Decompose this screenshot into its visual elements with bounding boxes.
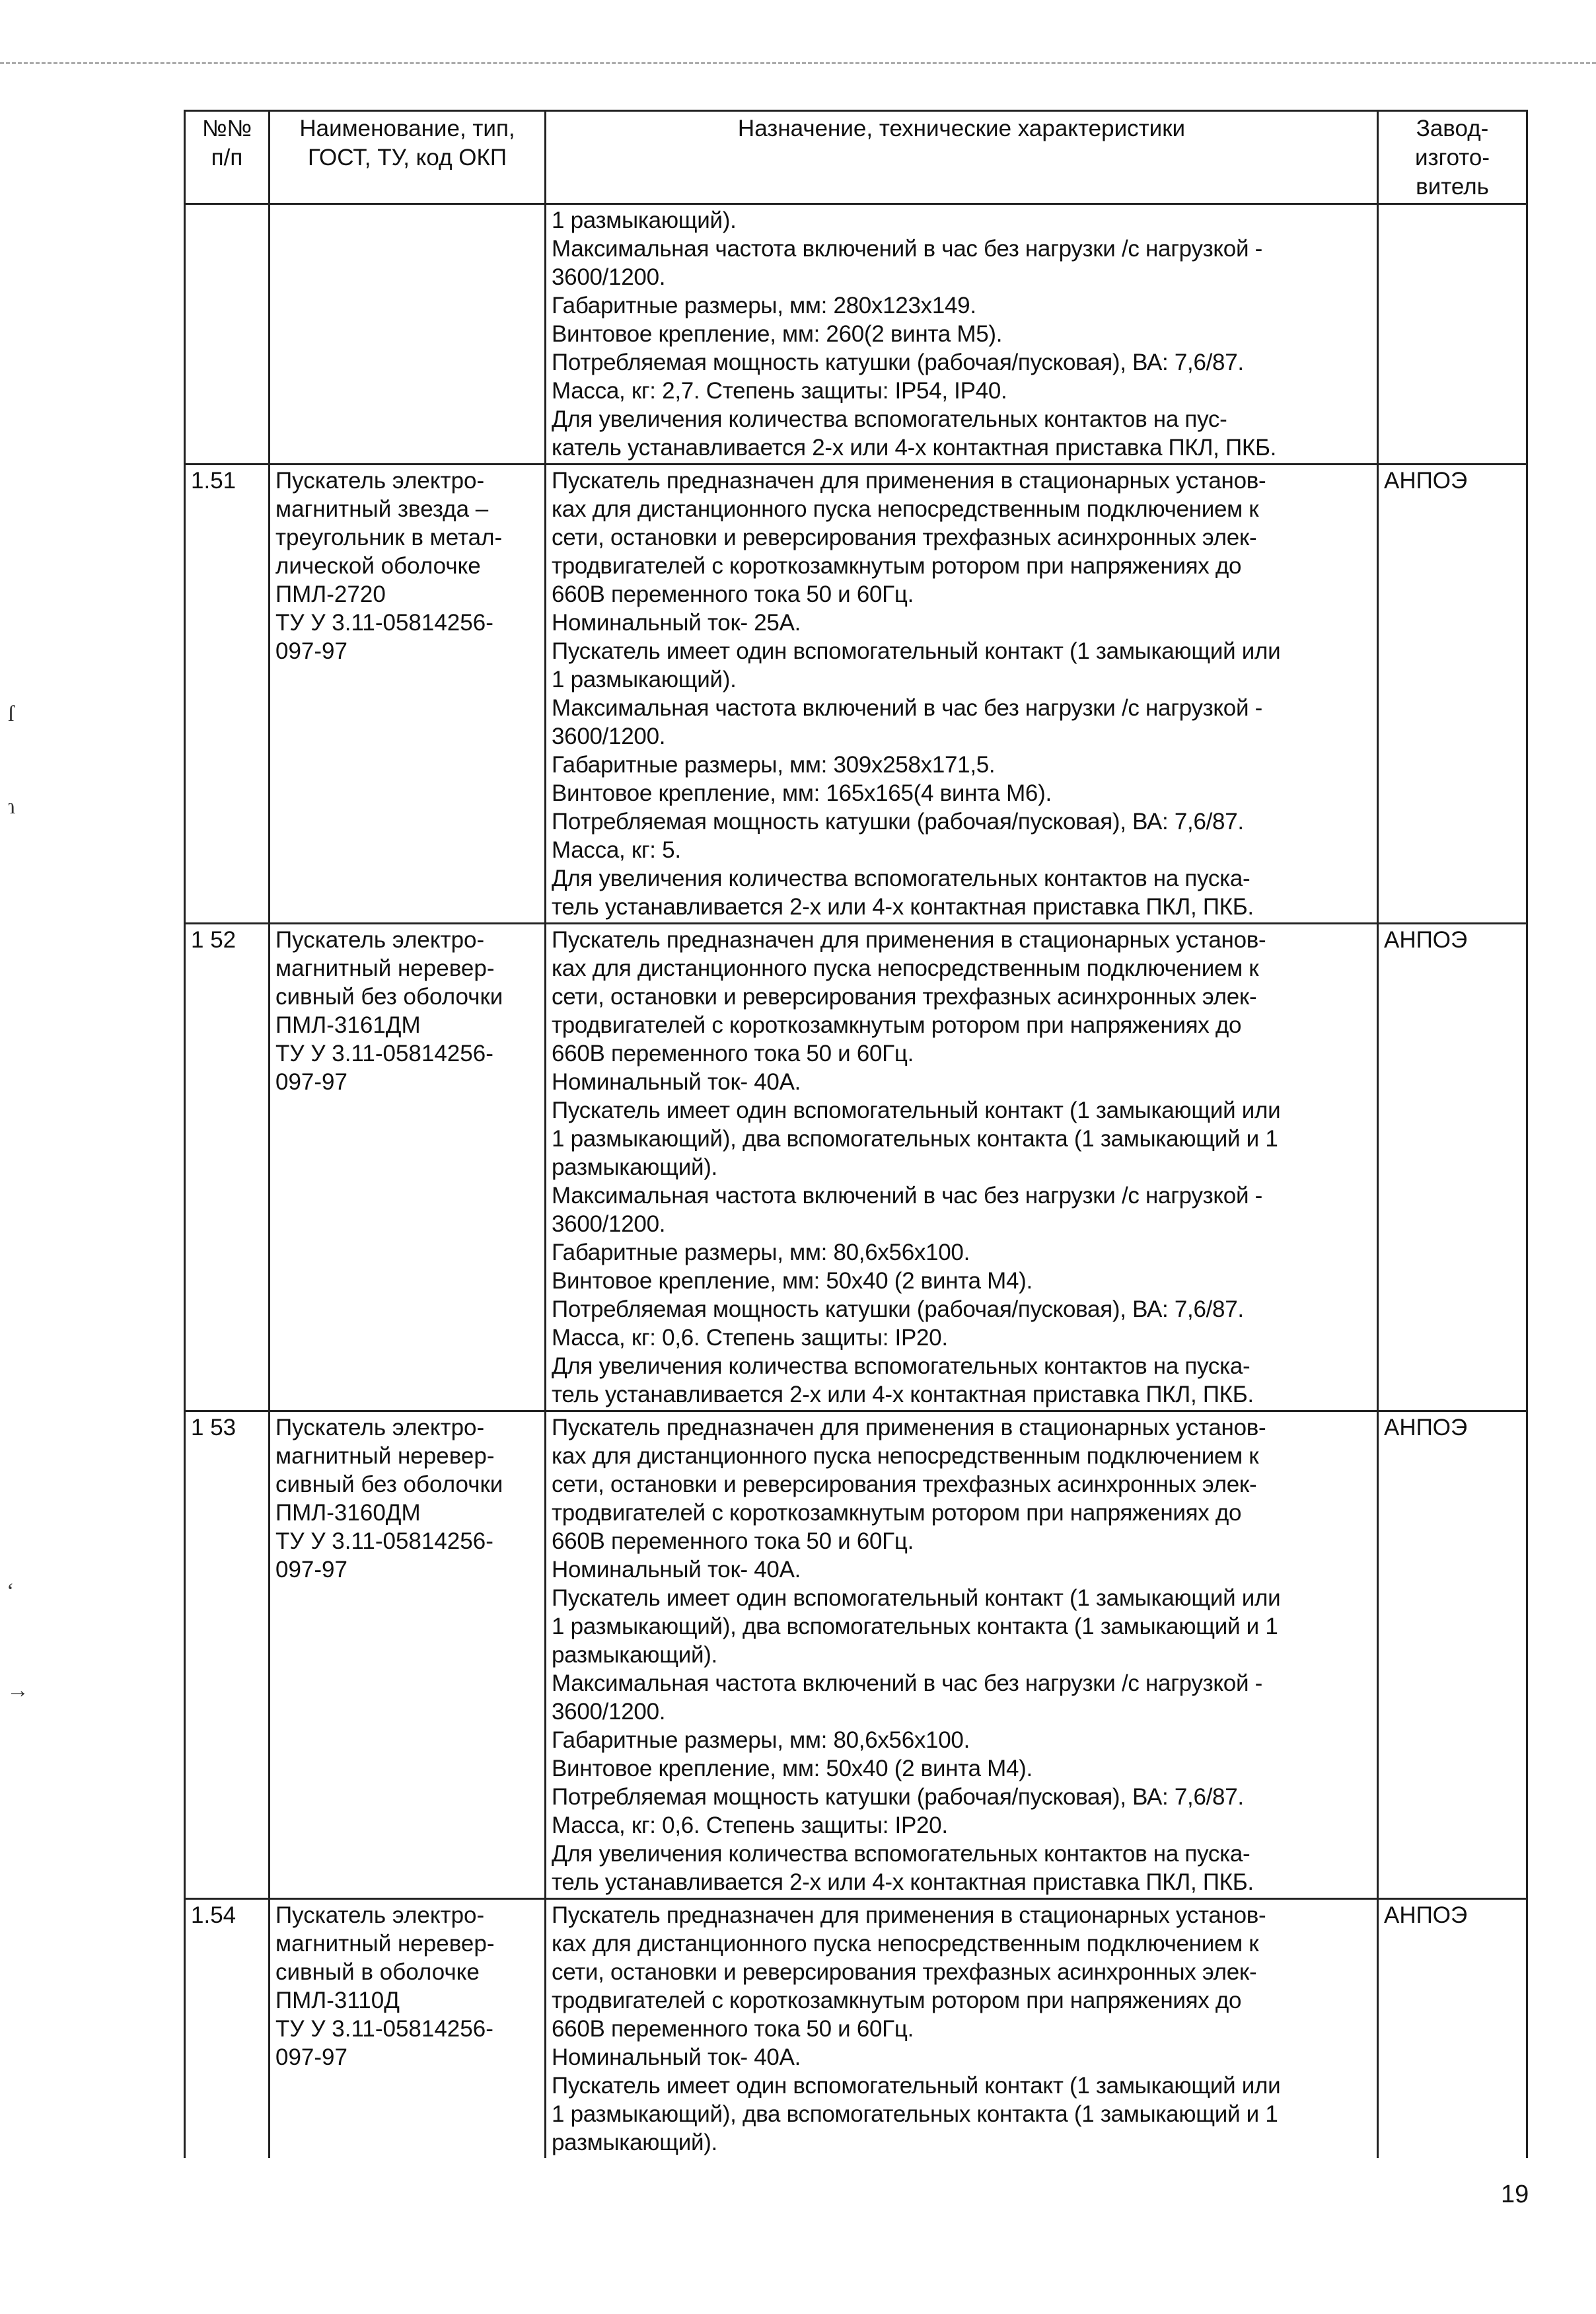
description-line: тель устанавливается 2-х или 4-х контактная приставка ПКЛ, ПКБ.	[552, 1382, 1254, 1407]
header-maker-line: изгото-	[1414, 145, 1490, 170]
description-line: 3600/1200.	[552, 1211, 666, 1237]
description-line: 1 размыкающий), два вспомогательных контакта (1 замыкающий и 1	[552, 2101, 1278, 2127]
product-name-line: магнитный неревер-	[275, 1443, 495, 1469]
description-line: ках для дистанционного пуска непосредственным подключением к	[552, 955, 1259, 981]
product-name-line: сивный без оболочки	[275, 1472, 503, 1497]
table-header-row	[185, 111, 1527, 204]
header-maker-line: витель	[1416, 174, 1489, 200]
description-line: 1 размыкающий), два вспомогательных контакта (1 замыкающий и 1	[552, 1126, 1278, 1152]
description-line: Винтовое крепление, мм: 165х165(4 винта М6).	[552, 780, 1052, 806]
product-name-line: Пускатель электро-	[275, 468, 485, 494]
description-line: тродвигателей с короткозамкнутым ротором при напряжениях до	[552, 1988, 1242, 2013]
product-name-line: магнитный звезда –	[275, 496, 489, 522]
description-line: Потребляемая мощность катушки (рабочая/пусковая), ВА: 7,6/87.	[552, 1784, 1244, 1810]
description-line: Габаритные размеры, мм: 309х258х171,5.	[552, 752, 996, 778]
header-num	[185, 111, 270, 204]
header-num-line: п/п	[211, 145, 243, 170]
description-line: Потребляемая мощность катушки (рабочая/пусковая), ВА: 7,6/87.	[552, 350, 1244, 375]
header-desc	[546, 111, 1378, 204]
description-line: Номинальный ток- 40А.	[552, 1557, 801, 1583]
header-num-line: №№	[201, 116, 252, 141]
header-maker-line: Завод-	[1416, 116, 1489, 141]
description-line: размыкающий).	[552, 1642, 717, 1668]
product-name-cell	[270, 924, 546, 1411]
product-name-cell	[270, 1411, 546, 1899]
product-name-line: 097-97	[275, 2044, 347, 2070]
table-body	[185, 204, 1527, 2159]
header-name-line: Наименование, тип,	[299, 116, 515, 141]
manufacturer-cell: АНПОЭ	[1378, 465, 1527, 924]
product-name-line: сивный без оболочки	[275, 984, 503, 1010]
margin-mark: ɿ	[8, 794, 16, 819]
header-name	[270, 111, 546, 204]
description-line: Пускатель имеет один вспомогательный контакт (1 замыкающий или	[552, 1098, 1281, 1123]
description-line: Винтовое крепление, мм: 50х40 (2 винта М4).	[552, 1756, 1033, 1781]
product-name-line: 097-97	[275, 1069, 347, 1095]
description-line: Потребляемая мощность катушки (рабочая/пусковая), ВА: 7,6/87.	[552, 809, 1244, 835]
description-line: 660В переменного тока 50 и 60Гц.	[552, 1041, 914, 1066]
description-line: 660В переменного тока 50 и 60Гц.	[552, 581, 914, 607]
margin-mark: ſ	[8, 702, 15, 726]
description-line: Для увеличения количества вспомогательных контактов на пуска-	[552, 866, 1251, 891]
description-line: 660В переменного тока 50 и 60Гц.	[552, 2016, 914, 2042]
product-name-line: ТУ У 3.11-05814256-	[275, 1528, 493, 1554]
description-line: катель устанавливается 2-х или 4-х контактная приставка ПКЛ, ПКБ.	[552, 435, 1277, 461]
description-line: Масса, кг: 5.	[552, 837, 681, 863]
product-name-cell	[270, 204, 546, 465]
margin-mark: ‘	[7, 1579, 15, 1604]
row-number: 1.54	[185, 1899, 270, 2159]
manufacturer-cell	[1378, 204, 1527, 465]
description-line: Максимальная частота включений в час без нагрузки /с нагрузкой -	[552, 236, 1263, 262]
description-line: размыкающий).	[552, 2130, 717, 2155]
description-line: Габаритные размеры, мм: 80,6х56х100.	[552, 1240, 970, 1265]
description-line: 3600/1200.	[552, 1699, 666, 1725]
row-number: 1 52	[185, 924, 270, 1411]
product-name-line: ПМЛ-2720	[275, 581, 386, 607]
product-name-line: Пускатель электро-	[275, 927, 485, 953]
product-name-line: ТУ У 3.11-05814256-	[275, 1041, 493, 1066]
description-line: Масса, кг: 0,6. Степень защиты: IP20.	[552, 1812, 948, 1838]
description-line: Для увеличения количества вспомогательных контактов на пуска-	[552, 1841, 1251, 1867]
product-table	[184, 110, 1528, 2158]
header-maker	[1378, 111, 1527, 204]
description-line: Масса, кг: 0,6. Степень защиты: IP20.	[552, 1325, 948, 1351]
description-line: 1 размыкающий), два вспомогательных контакта (1 замыкающий и 1	[552, 1614, 1278, 1639]
scan-artifact-line	[0, 62, 1596, 64]
product-name-line: ПМЛ-3110Д	[275, 1988, 400, 2013]
description-line: Пускатель предназначен для применения в стационарных установ-	[552, 927, 1266, 953]
description-line: Потребляемая мощность катушки (рабочая/пусковая), ВА: 7,6/87.	[552, 1296, 1244, 1322]
description-cell	[546, 924, 1378, 1411]
header-name-line: ГОСТ, ТУ, код ОКП	[307, 145, 507, 170]
description-line: Пускатель имеет один вспомогательный контакт (1 замыкающий или	[552, 2073, 1281, 2099]
description-line: 1 размыкающий).	[552, 207, 737, 233]
description-line: тель устанавливается 2-х или 4-х контактная приставка ПКЛ, ПКБ.	[552, 1869, 1254, 1895]
description-line: Пускатель имеет один вспомогательный контакт (1 замыкающий или	[552, 1585, 1281, 1611]
manufacturer-cell: АНПОЭ	[1378, 924, 1527, 1411]
table-row	[185, 1411, 1527, 1899]
description-line: 3600/1200.	[552, 264, 666, 290]
description-line: Пускатель предназначен для применения в стационарных установ-	[552, 1902, 1266, 1928]
description-line: Номинальный ток- 40А.	[552, 2044, 801, 2070]
description-line: ках для дистанционного пуска непосредственным подключением к	[552, 1443, 1259, 1469]
description-line: Номинальный ток- 40А.	[552, 1069, 801, 1095]
description-line: Номинальный ток- 25А.	[552, 610, 801, 636]
description-line: Максимальная частота включений в час без нагрузки /с нагрузкой -	[552, 1670, 1263, 1696]
product-name-line: сивный в оболочке	[275, 1959, 480, 1985]
description-cell	[546, 465, 1378, 924]
description-line: тродвигателей с короткозамкнутым ротором при напряжениях до	[552, 1500, 1242, 1526]
manufacturer-cell: АНПОЭ	[1378, 1899, 1527, 2159]
description-line: 660В переменного тока 50 и 60Гц.	[552, 1528, 914, 1554]
description-line: Габаритные размеры, мм: 80,6х56х100.	[552, 1727, 970, 1753]
table-row	[185, 204, 1527, 465]
product-name-line: ТУ У 3.11-05814256-	[275, 2016, 493, 2042]
description-line: Максимальная частота включений в час без нагрузки /с нагрузкой -	[552, 695, 1263, 721]
description-line: Винтовое крепление, мм: 50х40 (2 винта М4).	[552, 1268, 1033, 1294]
description-line: Пускатель предназначен для применения в стационарных установ-	[552, 1415, 1266, 1440]
description-line: Пускатель предназначен для применения в стационарных установ-	[552, 468, 1266, 494]
description-line: размыкающий).	[552, 1154, 717, 1180]
description-line: Максимальная частота включений в час без нагрузки /с нагрузкой -	[552, 1183, 1263, 1209]
description-cell	[546, 1899, 1378, 2159]
description-line: Винтовое крепление, мм: 260(2 винта М5).	[552, 321, 1003, 347]
description-line: сети, остановки и реверсирования трехфазных асинхронных элек-	[552, 1959, 1257, 1985]
description-line: Пускатель имеет один вспомогательный контакт (1 замыкающий или	[552, 638, 1281, 664]
description-cell	[546, 204, 1378, 465]
row-number: 1.51	[185, 465, 270, 924]
description-line: сети, остановки и реверсирования трехфазных асинхронных элек-	[552, 984, 1257, 1010]
description-line: тродвигателей с короткозамкнутым ротором при напряжениях до	[552, 553, 1242, 579]
description-line: Габаритные размеры, мм: 280х123х149.	[552, 293, 976, 318]
description-line: сети, остановки и реверсирования трехфазных асинхронных элек-	[552, 1472, 1257, 1497]
page-number: 19	[1501, 2181, 1529, 2208]
product-name-line: магнитный неревер-	[275, 955, 495, 981]
description-line: тродвигателей с короткозамкнутым ротором при напряжениях до	[552, 1012, 1242, 1038]
product-name-line: Пускатель электро-	[275, 1902, 485, 1928]
description-cell	[546, 1411, 1378, 1899]
table-row	[185, 1899, 1527, 2159]
description-line: сети, остановки и реверсирования трехфазных асинхронных элек-	[552, 525, 1257, 550]
description-line: Масса, кг: 2,7. Степень защиты: IP54, IP40.	[552, 378, 1007, 404]
product-name-line: ТУ У 3.11-05814256-	[275, 610, 493, 636]
description-line: Для увеличения количества вспомогательных контактов на пус-	[552, 406, 1227, 432]
description-line: ках для дистанционного пуска непосредственным подключением к	[552, 1931, 1259, 1957]
product-name-line: магнитный неревер-	[275, 1931, 495, 1957]
description-line: тель устанавливается 2-х или 4-х контактная приставка ПКЛ, ПКБ.	[552, 894, 1254, 920]
table-row	[185, 924, 1527, 1411]
product-name-line: Пускатель электро-	[275, 1415, 485, 1440]
row-number: 1 53	[185, 1411, 270, 1899]
product-name-line: 097-97	[275, 638, 347, 664]
product-name-cell	[270, 1899, 546, 2159]
manufacturer-cell: АНПОЭ	[1378, 1411, 1527, 1899]
margin-mark: →	[7, 1678, 29, 1703]
description-line: ках для дистанционного пуска непосредственным подключением к	[552, 496, 1259, 522]
product-name-line: ПМЛ-3160ДМ	[275, 1500, 421, 1526]
description-line: 3600/1200.	[552, 724, 666, 749]
header-desc-line: Назначение, технические характеристики	[737, 116, 1186, 141]
product-name-line: 097-97	[275, 1557, 347, 1583]
product-name-line: лической оболочке	[275, 553, 481, 579]
product-name-line: треугольник в метал-	[275, 525, 503, 550]
description-line: 1 размыкающий).	[552, 667, 737, 692]
row-number	[185, 204, 270, 465]
description-line: Для увеличения количества вспомогательных контактов на пуска-	[552, 1353, 1251, 1379]
product-name-cell	[270, 465, 546, 924]
product-name-line: ПМЛ-3161ДМ	[275, 1012, 421, 1038]
table-row	[185, 465, 1527, 924]
